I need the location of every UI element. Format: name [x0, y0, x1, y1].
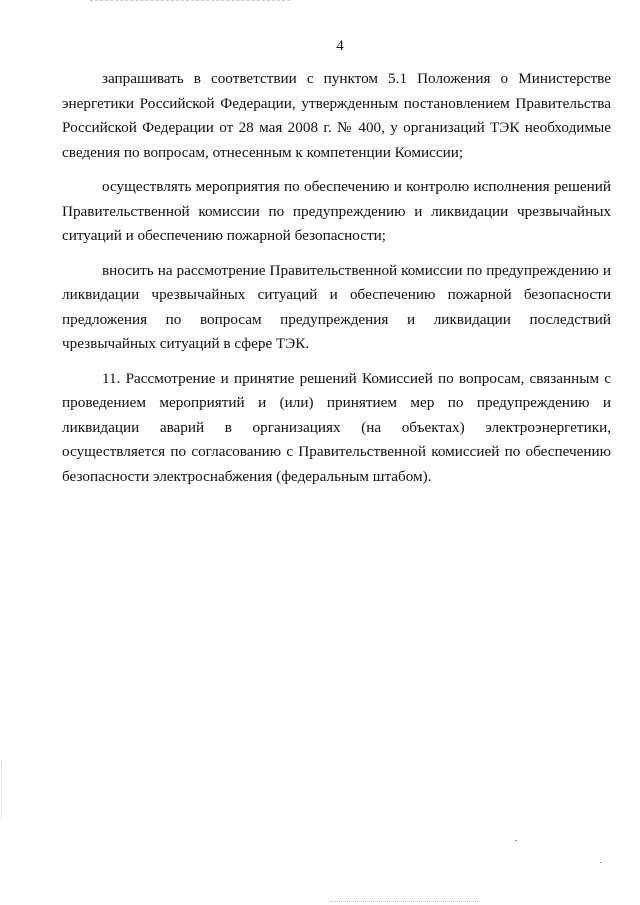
paragraph-item-11: 11. Рассмотрение и принятие решений Комиссией по вопросам, связанным с проведением мероприятий и (или) принятием мер по предупреждению и ликвидации аварий в организациях (на объектах) электроэнергетики, осуществляется по согласованию с Правительственной комиссией по обеспечению безопасности электроснабжения (федеральным штабом).	[62, 369, 611, 485]
paragraph-request-info: запрашивать в соответствии с пунктом 5.1 Положения о Министерстве энергетики Российской Федерации, утвержденным постановлением Правительства Российской Федерации от 28 мая 2008 г. № 400, у организаций ТЭК необходимые сведения по вопросам, отнесенным к компетенции Комиссии;	[62, 70, 611, 161]
scan-left-edge	[1, 760, 3, 820]
paragraph-submit-proposals: вносить на рассмотрение Правительственной комиссии по предупреждению и ликвидации чрезвычайных ситуаций и обеспечению пожарной безопасности предложения по вопросам предупреждения и ликвидации последствий чрезвычайных ситуаций в сфере ТЭК.	[62, 261, 611, 352]
paragraph-implement-measures: осуществлять мероприятия по обеспечению и контролю исполнения решений Правительственной комиссии по предупреждению и ликвидации чрезвычайных ситуаций и обеспечению пожарной безопасности;	[62, 178, 611, 244]
scan-speck	[515, 840, 517, 841]
scan-speck	[600, 862, 602, 863]
scan-top-edge	[90, 0, 290, 2]
scan-bottom-edge	[330, 901, 480, 903]
page-number: 4	[336, 38, 344, 54]
document-body	[62, 67, 611, 499]
